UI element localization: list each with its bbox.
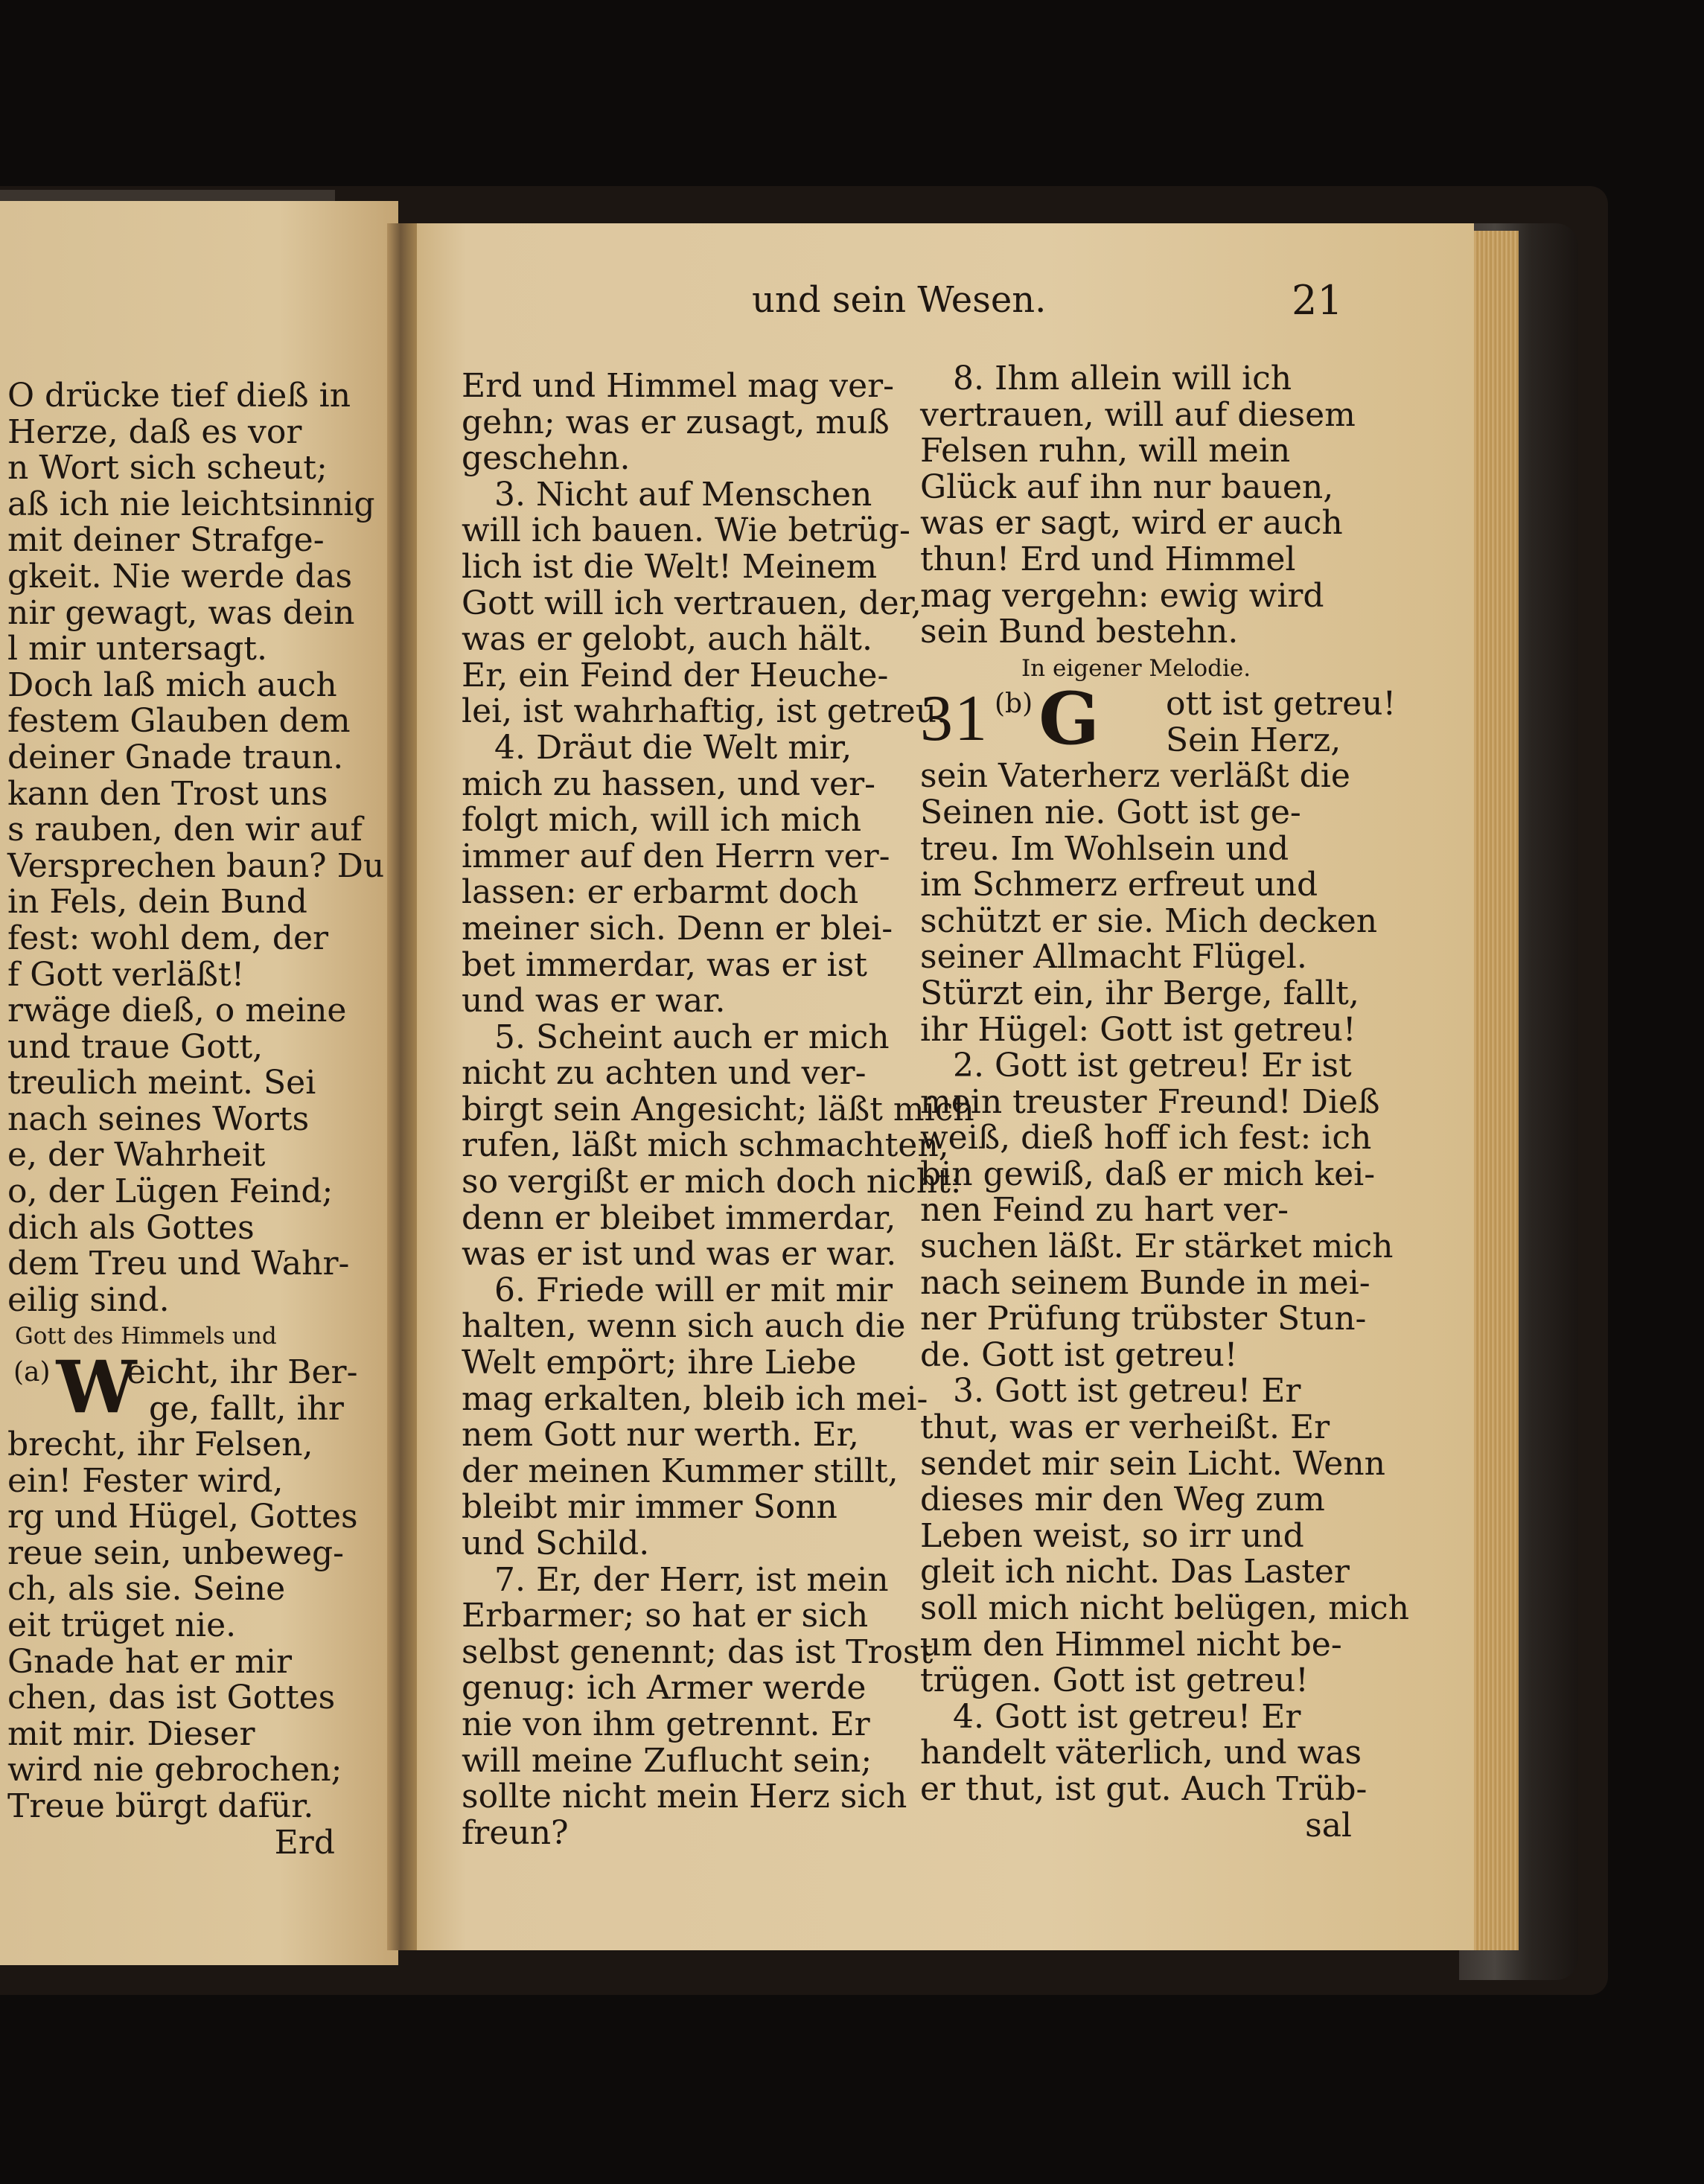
- text-line: treulich meint. Sei: [7, 1064, 316, 1102]
- text-line: und Schild.: [462, 1524, 650, 1562]
- hymn-number: 31: [920, 683, 989, 756]
- text-line: eit trüget nie.: [7, 1606, 237, 1644]
- text-line: gleit ich nicht. Das Laster: [920, 1553, 1350, 1591]
- text-line: nir gewagt, was dein: [7, 593, 355, 632]
- hymn-first-line: eicht, ihr Ber-: [127, 1353, 358, 1392]
- text-line: bleibt mir immer Sonn: [462, 1488, 837, 1527]
- text-line: nem Gott nur werth. Er,: [462, 1416, 859, 1455]
- page-edges: [1467, 231, 1519, 1950]
- text-line: folgt mich, will ich mich: [462, 801, 862, 840]
- running-head: und sein Wesen.: [752, 279, 1047, 321]
- text-line: mit deiner Strafge-: [7, 521, 325, 560]
- text-line: Erd und Himmel mag ver-: [462, 367, 895, 405]
- text-line: thut, was er verheißt. Er: [920, 1408, 1330, 1447]
- book-gutter: [387, 223, 417, 1950]
- text-line: eilig sind.: [7, 1280, 170, 1319]
- hymn-variant-right: (b): [995, 689, 1033, 720]
- text-line: 4. Dräut die Welt mir,: [494, 728, 852, 767]
- text-line: gehn; was er zusagt, muß: [462, 403, 890, 441]
- text-line: Welt empört; ihre Liebe: [462, 1344, 857, 1382]
- dropcap-right: G: [1038, 677, 1100, 761]
- text-line: de. Gott ist getreu!: [920, 1335, 1238, 1374]
- melody-heading-right: In eigener Melodie.: [1021, 654, 1251, 682]
- text-line: rwäge dieß, o meine: [7, 992, 347, 1030]
- text-line: 3. Nicht auf Menschen: [494, 475, 872, 514]
- text-line: genug: ich Armer werde: [462, 1669, 867, 1708]
- text-line: Doch laß mich auch: [7, 665, 337, 704]
- text-line: was er gelobt, auch hält.: [462, 620, 872, 659]
- hymn-opening: [7, 1345, 358, 1430]
- text-line: 8. Ihm allein will ich: [953, 360, 1292, 397]
- text-line: um den Himmel nicht be-: [920, 1625, 1342, 1664]
- right-column: [920, 360, 1409, 1845]
- text-line: und was er war.: [462, 982, 726, 1021]
- text-line: mit mir. Dieser: [7, 1714, 255, 1753]
- text-line: rufen, läßt mich schmachten,: [462, 1126, 949, 1165]
- text-line: Stürzt ein, ihr Berge, fallt,: [920, 974, 1359, 1012]
- text-line: dieses mir den Weg zum: [920, 1481, 1325, 1519]
- text-line: sein Bund bestehn.: [920, 613, 1239, 651]
- text-line: selbst genennt; das ist Trost: [462, 1632, 934, 1671]
- text-line: festem Glauben dem: [7, 702, 351, 741]
- text-line: schützt er sie. Mich decken: [920, 901, 1378, 940]
- text-line: l mir untersagt.: [7, 630, 267, 668]
- text-line: ner Prüfung trübster Stun-: [920, 1300, 1367, 1338]
- text-line: Herze, daß es vor: [7, 412, 302, 451]
- text-line: dich als Gottes: [7, 1208, 255, 1247]
- text-line: sendet mir sein Licht. Wenn: [920, 1444, 1385, 1483]
- text-line: Erbarmer; so hat er sich: [462, 1597, 869, 1635]
- text-line: der meinen Kummer stillt,: [462, 1452, 899, 1490]
- text-line: gkeit. Nie werde das: [7, 557, 353, 596]
- text-line: handelt väterlich, und was: [920, 1734, 1362, 1772]
- text-line: suchen läßt. Er stärket mich: [920, 1227, 1394, 1266]
- text-line: mag vergehn: ewig wird: [920, 576, 1324, 615]
- text-line: will meine Zuflucht sein;: [462, 1741, 872, 1780]
- hymn-31-first-line: ott ist getreu!: [1166, 685, 1397, 724]
- text-line: nach seines Worts: [7, 1099, 310, 1138]
- text-line: mag erkalten, bleib ich mei-: [462, 1379, 928, 1418]
- text-line: meiner sich. Denn er blei-: [462, 909, 893, 948]
- text-line: kann den Trost uns: [7, 774, 328, 813]
- text-line: 6. Friede will er mit mir: [494, 1271, 893, 1309]
- text-line: ein! Fester wird,: [7, 1461, 284, 1500]
- text-line: nen Feind zu hart ver-: [920, 1191, 1289, 1230]
- text-line: dem Treu und Wahr-: [7, 1245, 350, 1283]
- text-line: brecht, ihr Felsen,: [7, 1425, 313, 1464]
- catchword-right: sal: [1305, 1806, 1352, 1845]
- text-line: nach seinem Bunde in mei-: [920, 1263, 1370, 1302]
- text-line: treu. Im Wohlsein und: [920, 829, 1289, 868]
- text-line: lich ist die Welt! Meinem: [462, 547, 878, 586]
- left-text-block: [7, 377, 385, 1319]
- text-line: sein Vaterherz verläßt die: [920, 757, 1350, 796]
- text-line: 4. Gott ist getreu! Er: [953, 1697, 1301, 1736]
- text-line: ihr Hügel: Gott ist getreu!: [920, 1010, 1356, 1049]
- text-line: Versprechen baun? Du: [7, 846, 385, 885]
- text-line: Gnade hat er mir: [7, 1642, 293, 1681]
- text-line: Seinen nie. Gott ist ge-: [920, 793, 1301, 831]
- catchword: Erd: [274, 1823, 335, 1862]
- text-line: 7. Er, der Herr, ist mein: [494, 1560, 889, 1599]
- right-text-block: [920, 360, 1356, 651]
- text-line: und traue Gott,: [7, 1027, 264, 1066]
- text-line: rg und Hügel, Gottes: [7, 1498, 358, 1536]
- text-line: O drücke tief dieß in: [7, 377, 351, 415]
- text-line: will ich bauen. Wie betrüg-: [462, 511, 910, 550]
- text-line: immer auf den Herrn ver-: [462, 837, 890, 875]
- page-number: 21: [1292, 277, 1343, 324]
- text-line: 5. Scheint auch er mich: [494, 1018, 890, 1056]
- text-line: mein treuster Freund! Dieß: [920, 1082, 1380, 1121]
- text-line: bet immerdar, was er ist: [462, 945, 867, 984]
- text-line: thun! Erd und Himmel: [920, 540, 1296, 578]
- text-line: was er ist und was er war.: [462, 1235, 897, 1274]
- text-line: e, der Wahrheit: [7, 1136, 266, 1175]
- text-line: Er, ein Feind der Heuche-: [462, 656, 889, 695]
- text-line: birgt sein Angesicht; läßt mich: [462, 1090, 974, 1128]
- text-line: seiner Allmacht Flügel.: [920, 938, 1307, 977]
- text-line: Treue bürgt dafür.: [7, 1787, 314, 1825]
- text-line: Leben weist, so irr und: [920, 1516, 1304, 1555]
- text-line: ch, als sie. Seine: [7, 1570, 286, 1609]
- text-line: weiß, dieß hoff ich fest: ich: [920, 1119, 1372, 1158]
- text-line: er thut, ist gut. Auch Trüb-: [920, 1769, 1368, 1808]
- right-text-block-2: [920, 757, 1409, 1808]
- text-line: aß ich nie leichtsinnig: [7, 485, 375, 523]
- hymn-variant: (a): [13, 1357, 51, 1388]
- text-line: in Fels, dein Bund: [7, 883, 307, 922]
- hymn-second-line: ge, fallt, ihr: [149, 1389, 344, 1428]
- text-line: im Schmerz erfreut und: [920, 866, 1318, 904]
- left-text-block-2: [7, 1425, 358, 1825]
- text-line: Felsen ruhn, will mein: [920, 432, 1291, 470]
- text-line: freun?: [462, 1813, 569, 1852]
- text-line: mich zu hassen, und ver-: [462, 764, 875, 803]
- text-line: fest: wohl dem, der: [7, 919, 329, 957]
- text-line: reue sein, unbeweg-: [7, 1533, 345, 1572]
- text-line: soll mich nicht belügen, mich: [920, 1589, 1409, 1627]
- text-line: o, der Lügen Feind;: [7, 1172, 334, 1211]
- dropcap: W: [56, 1345, 137, 1430]
- text-line: nie von ihm getrennt. Er: [462, 1705, 870, 1743]
- hymn-31-second-line: Sein Herz,: [1166, 721, 1341, 759]
- text-line: was er sagt, wird er auch: [920, 504, 1343, 543]
- text-line: 3. Gott ist getreu! Er: [953, 1372, 1301, 1411]
- text-line: sollte nicht mein Herz sich: [462, 1778, 907, 1816]
- text-line: Glück auf ihn nur bauen,: [920, 467, 1334, 506]
- melody-heading: Gott des Himmels und: [15, 1323, 277, 1350]
- text-line: 2. Gott ist getreu! Er ist: [953, 1047, 1352, 1085]
- text-line: chen, das ist Gottes: [7, 1679, 336, 1717]
- text-line: denn er bleibet immerdar,: [462, 1198, 896, 1237]
- text-line: deiner Gnade traun.: [7, 738, 344, 776]
- text-line: so vergißt er mich doch nicht:: [462, 1163, 962, 1201]
- text-line: s rauben, den wir auf: [7, 811, 363, 849]
- text-line: bin gewiß, daß er mich kei-: [920, 1155, 1376, 1193]
- text-line: n Wort sich scheut;: [7, 449, 328, 488]
- text-line: wird nie gebrochen;: [7, 1751, 342, 1789]
- text-line: Gott will ich vertrauen, der,: [462, 584, 922, 622]
- text-line: halten, wenn sich auch die: [462, 1307, 906, 1346]
- text-line: geschehn.: [462, 439, 631, 478]
- text-line: lassen: er erbarmt doch: [462, 873, 859, 912]
- left-column: [7, 377, 385, 1862]
- text-line: trügen. Gott ist getreu!: [920, 1661, 1309, 1700]
- text-line: f Gott verläßt!: [7, 955, 245, 994]
- text-line: nicht zu achten und ver-: [462, 1054, 867, 1093]
- hymn-31-opening: [920, 677, 1397, 761]
- text-line: vertrauen, will auf diesem: [920, 395, 1356, 434]
- text-line: lei, ist wahrhaftig, ist getreu.: [462, 692, 948, 731]
